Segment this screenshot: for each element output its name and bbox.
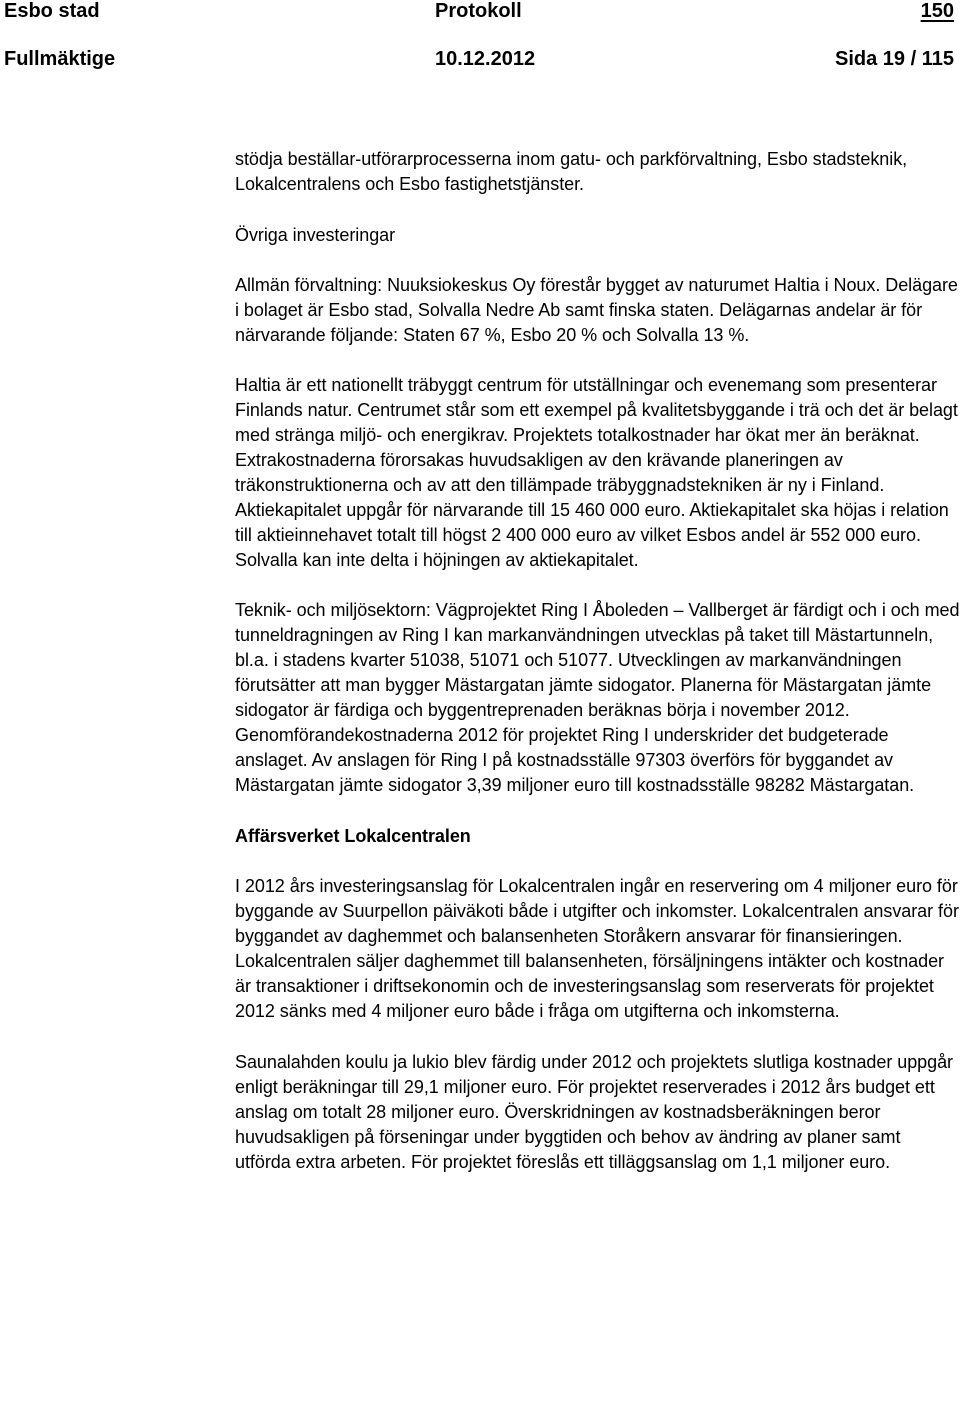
paragraph-allman-forvaltning: Allmän förvaltning: Nuuksiokeskus Oy förestår bygget av naturumet Haltia i Noux. Delägare i bolaget är Esbo stad, Solvalla Nedre Ab samt finska staten. Delägarnas andelar är för närvarande följande: Staten 67 %, Esbo 20 % och Solvalla 13 %.	[235, 275, 958, 345]
document-body	[235, 147, 960, 1175]
meeting-date: 10.12.2012	[435, 48, 536, 70]
header-row-top	[4, 0, 954, 26]
paragraph-teknik-miljo: Teknik- och miljösektorn: Vägprojektet Ring I Åboleden – Vallberget är färdigt och i och med tunneldragningen av Ring I kan markanvändningen utvecklas på taket till Mästartunneln, bl.a. i stadens kvarter 51038, 51071 och 51077. Utvecklingen av markanvändningen förutsätter att man bygger Mästargatan jämte sidogator. Planerna för Mästargatan jämte sidogator är färdiga och byggentreprenaden beräknas börja i november 2012. Genomförandekostnaderna 2012 för projektet Ring I underskrider det budgeterade anslaget. Av anslagen för Ring I på kostnadsställe 97303 överförs för byggandet av Mästargatan jämte sidogator 3,39 miljoner euro till kostnadsställe 98282 Mästargatan.	[235, 600, 960, 795]
decision-body: Fullmäktige	[4, 48, 116, 70]
heading-affarsverket-lokalcentralen: Affärsverket Lokalcentralen	[235, 826, 471, 846]
organization-name: Esbo stad	[4, 0, 100, 22]
document-type: Protokoll	[435, 0, 522, 22]
heading-ovriga-investeringar: Övriga investeringar	[235, 225, 396, 245]
paragraph-haltia: Haltia är ett nationellt träbyggt centrum för utställningar och evenemang som presenterar Finlands natur. Centrumet står som ett exempel på kvalitetsbyggande i trä och det är belagt med stränga miljö- och energikrav. Projektets totalkostnader har ökat mer än beräknat. Extrakostnaderna förorsakas huvudsakligen av den krävande planeringen av träkonstruktionerna och av att den tillämpade träbyggnadstekniken är ny i Finland. Aktiekapitalet uppgår för närvarande till 15 460 000 euro. Aktiekapitalet ska höjas i relation till aktieinnehavet totalt till högst 2 400 000 euro av vilket Esbos andel är 552 000 euro. Solvalla kan inte delta i höjningen av aktiekapitalet.	[235, 375, 958, 570]
paragraph-intro: stödja beställar-utförarprocesserna inom gatu- och parkförvaltning, Esbo stadsteknik, Lokalcentralens och Esbo fastighetstjänster.	[235, 149, 908, 194]
page-header	[0, 0, 960, 80]
paragraph-saunalahden: Saunalahden koulu ja lukio blev färdig under 2012 och projektets slutliga kostnader uppgår enligt beräkningar till 29,1 miljoner euro. För projektet reserverades i 2012 års budget ett anslag om totalt 28 miljoner euro. Överskridningen av kostnadsberäkningen beror huvudsakligen på förseningar under byggtiden och behov av ändring av planer samt utförda extra arbeten. För projektet föreslås ett tilläggsanslag om 1,1 miljoner euro.	[235, 1052, 953, 1172]
header-row-bottom	[4, 48, 954, 74]
protocol-page-number: 150	[920, 0, 954, 22]
page-indicator: Sida 19 / 115	[835, 48, 954, 70]
paragraph-lokalcentralen: I 2012 års investeringsanslag för Lokalcentralen ingår en reservering om 4 miljoner euro för byggande av Suurpellon päiväkoti både i utgifter och inkomster. Lokalcentralen ansvarar för byggandet av daghemmet och balansenheten Storåkern ansvarar för finansieringen. Lokalcentralen säljer daghemmet till balansenheten, försäljningens intäkter och kostnader är transaktioner i driftsekonomin och de investeringsanslag som reserverats för projektet 2012 sänks med 4 miljoner euro både i fråga om utgifterna och inkomsterna.	[235, 876, 959, 1021]
